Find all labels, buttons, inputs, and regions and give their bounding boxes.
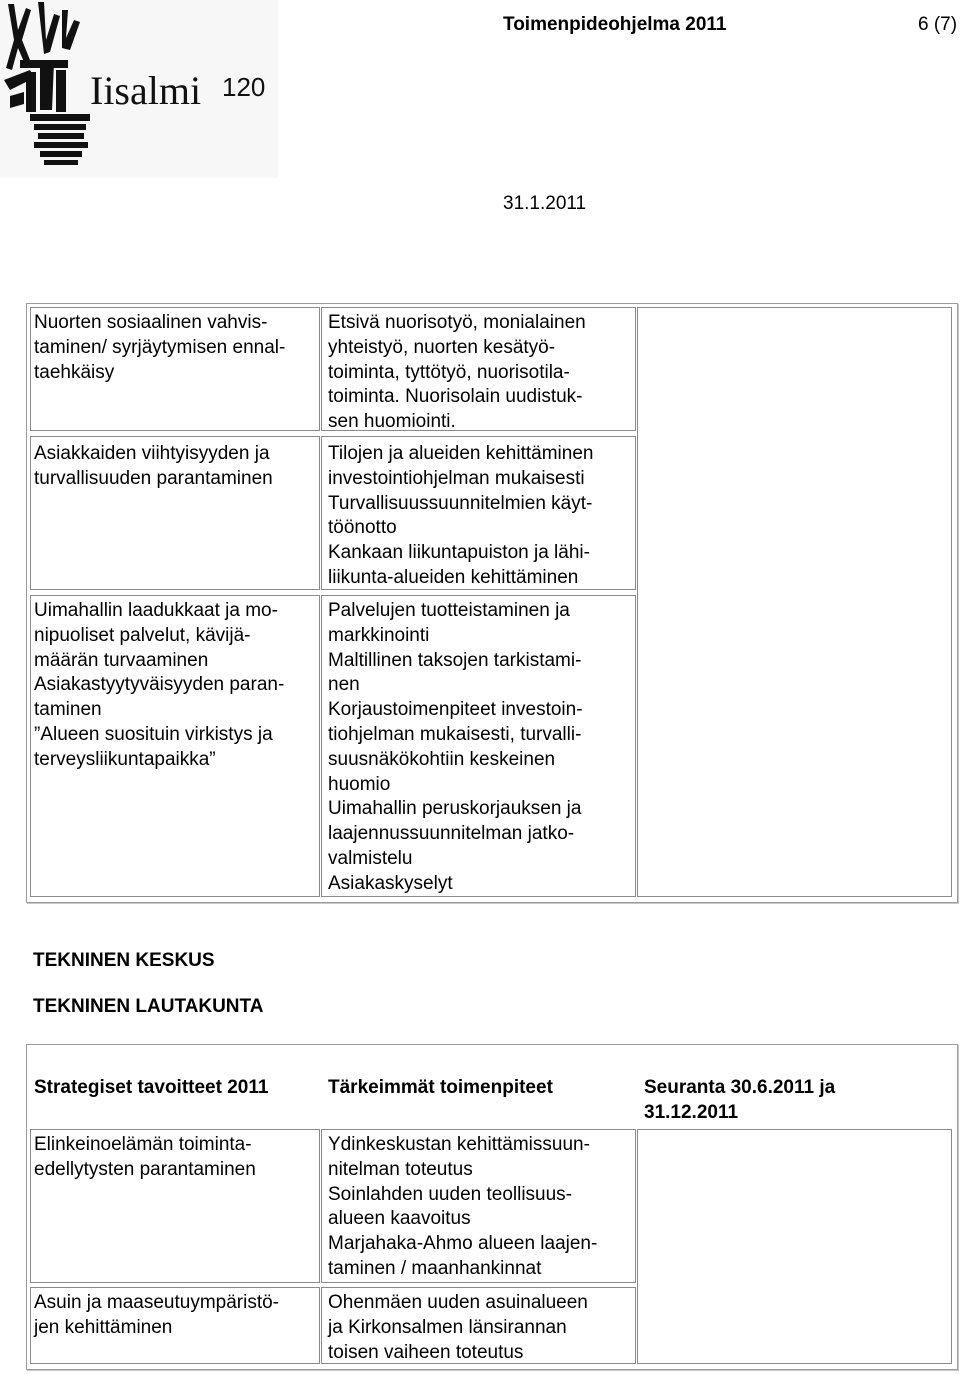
table-2-header-actions: Tärkeimmät toimenpiteet (328, 1077, 553, 1098)
table-2-actions-text: Ydinkeskustan kehittämissuun- nitelman toteutus Soinlahden uuden teollisuus- alueen kaavoitus Marjahaka-Ahmo alueen laajen- taminen / maanhankinnat (328, 1134, 598, 1279)
table-1-followup-cell (637, 307, 952, 897)
department-heading: TEKNINEN KESKUS (33, 950, 215, 971)
table-1-actions-text: Palvelujen tuotteistaminen ja markkinointi Maltillinen taksojen tarkistami- nen Korjaustoimenpiteet investoin- tiohjelman mukaisesti, turvalli- suusnäkökohtiin keskeinen huomio Uimahallin peruskorjauksen ja laajennussuunnitelman jatko- valmistelu Asiakaskyselyt (328, 600, 583, 894)
table-1-goal-text: Asiakkaiden viihtyisyyden ja turvallisuuden parantaminen (34, 443, 273, 489)
table-1-actions-text: Etsivä nuorisotyö, monialainen yhteistyö, nuorten kesätyö- toiminta, tyttötyö, nuorisotila- toiminta. Nuorisolain uudistuk- sen huomiointi. (328, 312, 586, 433)
table-2-header-goals: Strategiset tavoitteet 2011 (34, 1077, 269, 1098)
document-date: 31.1.2011 (503, 193, 587, 214)
table-2-followup-cell (637, 1129, 952, 1364)
svg-text:Iisalmi: Iisalmi (90, 68, 202, 113)
board-heading: TEKNINEN LAUTAKUNTA (33, 996, 264, 1017)
table-1-goal-text: Nuorten sosiaalinen vahvis- taminen/ syrjäytymisen ennal- taehkäisy (34, 312, 286, 383)
page-number: 6 (7) (918, 14, 958, 35)
table-1-goal-text: Uimahallin laadukkaat ja mo- nipuoliset palvelut, kävijä- määrän turvaaminen Asiakastyytyväisyyden paran- taminen ”Alueen suosituin virkistys ja terveysliikuntapaikka” (34, 600, 285, 770)
table-2-goal-text: Asuin ja maaseutuympäristö- jen kehittäminen (34, 1292, 279, 1338)
table-2-header-followup: Seuranta 30.6.2011 ja 31.12.2011 (644, 1077, 836, 1123)
table-2-actions-text: Ohenmäen uuden asuinalueen ja Kirkonsalmen länsirannan toisen vaiheen toteutus (328, 1292, 588, 1363)
table-2-goal-text: Elinkeinoelämän toiminta- edellytysten parantaminen (34, 1134, 256, 1180)
iisalmi-120-logo (0, 0, 278, 178)
document-title: Toimenpideohjelma 2011 (503, 14, 727, 35)
table-1-actions-text: Tilojen ja alueiden kehittäminen investointiohjelman mukaisesti Turvallisuussuunnitelmien käyt- töönotto Kankaan liikuntapuiston ja lähi- liikunta-alueiden kehittäminen (328, 443, 594, 588)
svg-text:120: 120 (222, 72, 266, 102)
